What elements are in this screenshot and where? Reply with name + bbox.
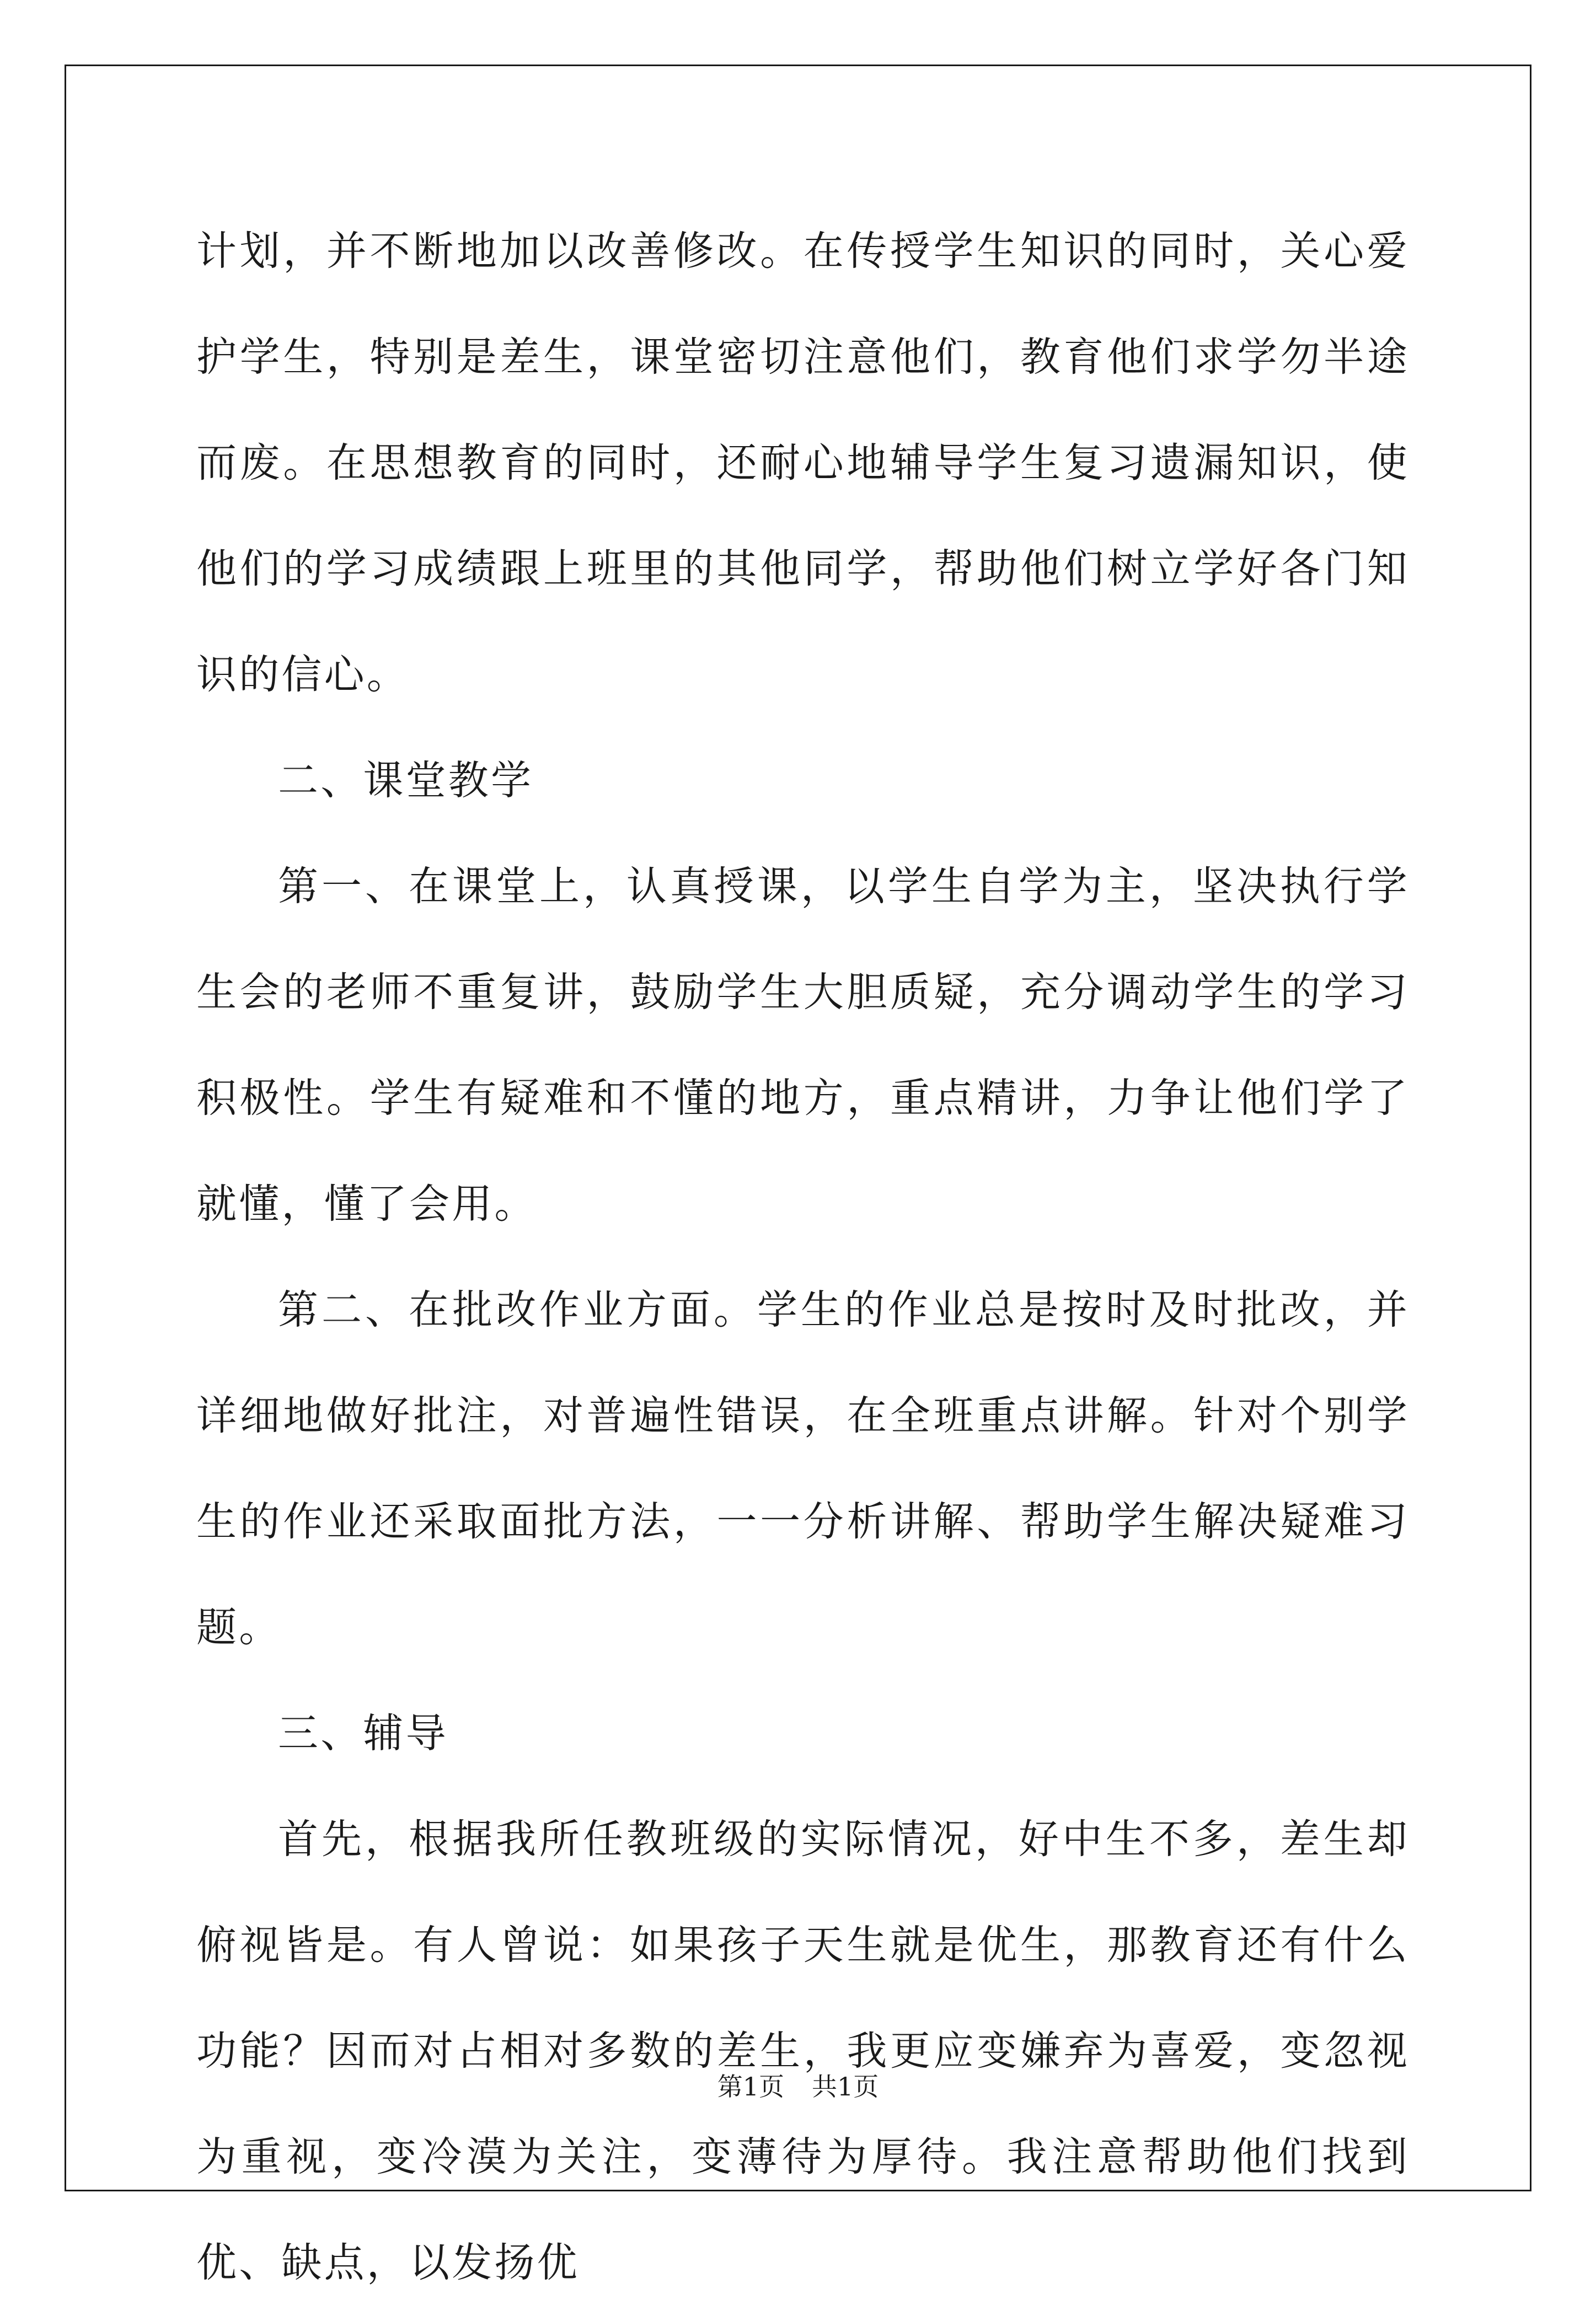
section-heading: 三、辅导 xyxy=(278,1710,448,1757)
page-footer xyxy=(0,2067,1596,2103)
document-body xyxy=(196,199,1410,2316)
page-total: 共1页 xyxy=(812,2072,879,2101)
paragraph: 第一、在课堂上，认真授课，以学生自学为主，坚决执行学生会的老师不重复讲，鼓励学生大胆质疑，充分调动学生的学习积极性。学生有疑难和不懂的地方，重点精讲，力争让他们学了就懂，懂了会用。 xyxy=(196,863,1410,1227)
section-heading: 二、课堂教学 xyxy=(278,757,534,804)
paragraph: 计划，并不断地加以改善修改。在传授学生知识的同时，关心爱护学生，特别是差生，课堂密切注意他们，教育他们求学勿半途而废。在思想教育的同时，还耐心地辅导学生复习遗漏知识，使他们的学习成绩跟上班里的其他同学，帮助他们树立学好各门知识的信心。 xyxy=(196,228,1410,698)
paragraph: 首先，根据我所任教班级的实际情况，好中生不多，差生却俯视皆是。有人曾说：如果孩子天生就是优生，那教育还有什么功能？因而对占相对多数的差生，我更应变嫌弃为喜爱，变忽视为重视，变冷漠为关注，变薄待为厚待。我注意帮助他们找到优、缺点，以发扬优 xyxy=(196,1816,1410,2286)
paragraph: 第二、在批改作业方面。学生的作业总是按时及时批改，并详细地做好批注，对普遍性错误，在全班重点讲解。针对个别学生的作业还采取面批方法，一一分析讲解、帮助学生解决疑难习题。 xyxy=(196,1286,1410,1651)
page-number: 第1页 xyxy=(717,2072,784,2101)
